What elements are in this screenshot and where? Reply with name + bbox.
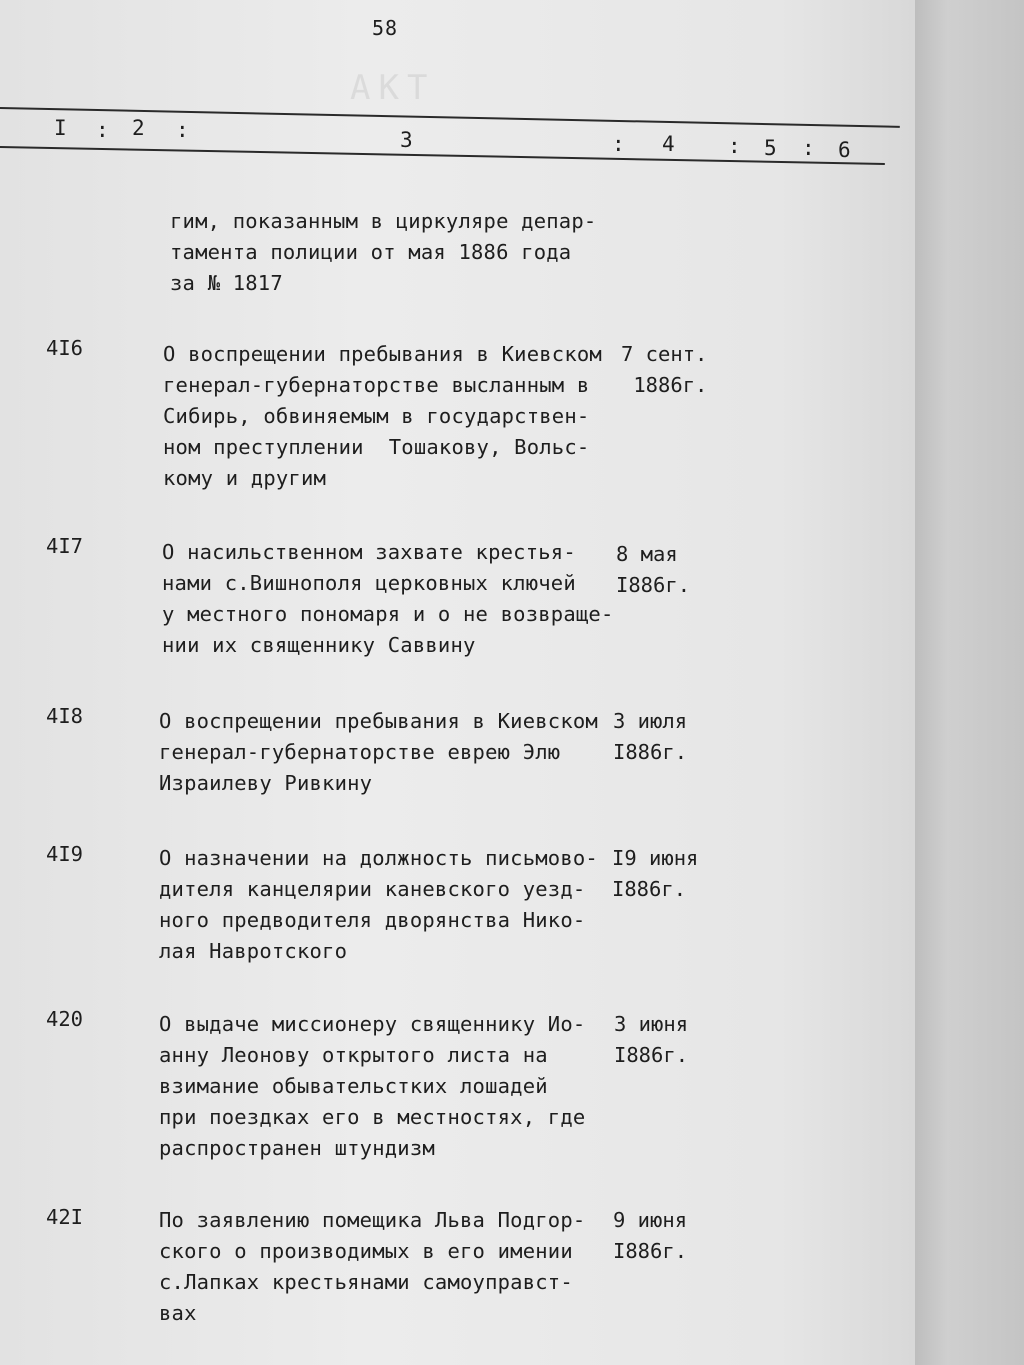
entry-date: 3 июня I886г. (614, 1012, 689, 1067)
entry-number: 4I6 (46, 336, 84, 360)
continued-entry-text: гим, показанным в циркуляре депар- тамента полиции от мая 1886 года за № 1817 (170, 209, 597, 295)
entry-title: О насильственном захвате крестья- нами с.Вишнополя церковных ключей у местного пономаря и о не возвраще- нии их священнику Саввину (162, 540, 614, 657)
entry-number: 4I9 (46, 842, 84, 866)
entry-date: 3 июля I886г. (613, 709, 688, 764)
entry-number: 4I7 (46, 534, 84, 558)
column-separator: : (802, 136, 815, 160)
entry-number: 42I (46, 1205, 84, 1229)
column-separator: : (728, 134, 741, 158)
entry-number: 4I8 (46, 704, 84, 728)
column-number-header (0, 112, 900, 162)
entry-date: 8 мая I886г. (616, 542, 691, 597)
entry-title: О воспрещении пребывания в Киевском генерал-губернаторстве еврею Элю Израилеву Ривкину (159, 709, 598, 795)
entry-date: 7 сент. 1886г. (621, 342, 708, 397)
bleed-through-heading: АКТ (350, 68, 436, 108)
entry-date: 9 июня I886г. (613, 1208, 688, 1263)
column-separator: : (96, 118, 109, 142)
column-separator: : (176, 118, 189, 142)
column-4-label: 4 (662, 132, 675, 156)
column-2-label: 2 (132, 116, 145, 140)
next-page-edge (915, 0, 1024, 1365)
entry-title: О воспрещении пребывания в Киевском генерал-губернаторстве высланным в Сибирь, обвиняемым в государствен- ном преступлении Тошакову, Вольс- кому и другим (163, 342, 602, 490)
page-number: 58 (372, 16, 399, 40)
column-6-label: 6 (838, 138, 851, 162)
entry-title: О назначении на должность письмово- дителя канцелярии каневского уезд- ного предводителя дворянства Нико- лая Навротского (159, 846, 598, 963)
column-3-label: 3 (400, 128, 413, 152)
entry-title: О выдаче миссионеру священнику Ио- анну Леонову открытого листа на взимание обывательстких лошадей при поездках его в местностях, где распространен штундизм (159, 1012, 586, 1160)
column-5-label: 5 (764, 136, 777, 160)
entry-title: По заявлению помещика Льва Подгор- ского о производимых в его имении с.Лапках крестьянами самоуправст- вах (159, 1208, 586, 1325)
column-separator: : (612, 132, 625, 156)
column-1-label: I (54, 116, 67, 140)
entry-number: 420 (46, 1007, 84, 1031)
entry-date: I9 июня I886г. (612, 846, 699, 901)
